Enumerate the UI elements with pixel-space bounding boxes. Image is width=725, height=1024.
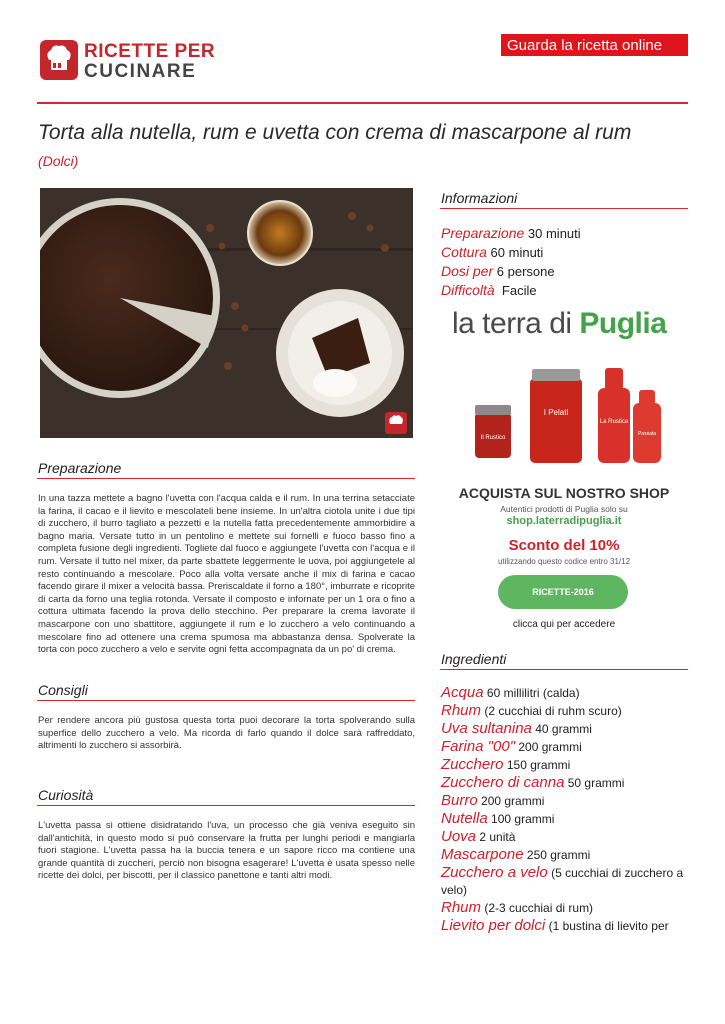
ingredient-item (441, 684, 691, 702)
ingredients-list (441, 684, 691, 935)
ad-subline: Autentici prodotti di Puglia solo su (500, 504, 628, 514)
info-prep-time: Preparazione 30 minuti (441, 225, 581, 241)
ad-shop-url[interactable]: shop.laterradipuglia.it (506, 515, 622, 527)
ingredient-quantity: 200 grammi (518, 740, 582, 754)
tips-divider (37, 700, 415, 701)
ingredient-quantity: 250 grammi (526, 848, 591, 862)
ingredient-name: Uova (441, 828, 477, 845)
ingredient-quantity: 150 grammi (506, 758, 571, 772)
ad-headline: ACQUISTA SUL NOSTRO SHOP (458, 485, 670, 501)
ad-discount-note: utilizzando questo codice entro 31/12 (497, 557, 631, 566)
ingredient-quantity: (2-3 cucchiai di rum) (484, 901, 594, 915)
ingredient-item (441, 774, 691, 792)
recipe-category: (Dolci) (38, 153, 79, 169)
preparation-heading: Preparazione (38, 460, 122, 476)
info-list (441, 225, 688, 301)
view-recipe-online-link[interactable]: Guarda la ricetta online (501, 34, 688, 56)
jar-label-3: La Rustica (599, 419, 629, 425)
ad-cta[interactable]: clicca qui per accedere (512, 619, 616, 630)
ingredient-quantity: 100 grammi (491, 812, 555, 826)
ingredient-item (441, 846, 691, 864)
logo-text-line2: CUCINARE (84, 61, 197, 82)
ingredients-heading: Ingredienti (441, 651, 507, 667)
ingredient-item (441, 864, 691, 899)
ingredient-quantity: (1 bustina di lievito per (548, 919, 669, 933)
tips-text: Per rendere ancora più gustosa questa torta puoi decorare la torta spolverando sulla superfice dello zucchero a velo. Ma ricorda di farlo quando il dolce sarà raffreddato, altrimenti lo zucchero si assorbirà. (38, 715, 415, 752)
chef-hat-icon (40, 40, 78, 80)
ingredient-item (441, 828, 691, 846)
site-logo[interactable] (40, 40, 216, 82)
info-cook-time: Cottura 60 minuti (441, 244, 544, 260)
ingredient-item (441, 792, 691, 810)
tips-heading: Consigli (38, 682, 88, 698)
ingredient-item (441, 917, 691, 935)
ingredient-quantity: (2 cucchiai di ruhm scuro) (484, 704, 622, 718)
ingredient-item (441, 899, 691, 917)
product-jars-image (470, 363, 670, 473)
info-servings: Dosi per 6 persone (441, 263, 555, 279)
jar-label-2: I Pelati (543, 408, 569, 417)
ingredient-name: Burro (441, 792, 478, 809)
preparation-divider (37, 478, 415, 479)
ad-code-button[interactable]: RICETTE-2016 (498, 575, 628, 609)
header-divider (37, 102, 688, 104)
ingredient-name: Rhum (441, 702, 482, 719)
ingredient-name: Nutella (441, 810, 488, 827)
shop-advertisement[interactable] (440, 305, 688, 635)
preparation-text: In una tazza mettete a bagno l'uvetta con l'acqua calda e il rum. In una terrina setacciate la farina, il cacao e il lievito e mescolateli bene insieme. In un'altra ciotola unite i due tipi di zucchero, il burro tagliato a pezzetti e la nutella fatta precedentemente ammorbidire a bagno maria. Versate tutto in un pentolino e mettete sui fornelli e fuoco basso fino a completa fusione degli ingredienti. Togliete dal fuoco e aggiungete l'uvetta con l'acqua e il rum. Versate il tutto nel mixer, da parte sbattete leggermente le uova, poi aggiungetele al resto continuando a mescolare. Poco alla volta versate anche il mix di farina e cacao facendo girare il mixer a velocità bassa. Preriscaldate il forno a 180°, imburrate e ricoprite di carta da forno una teglia rotonda. Versate il composto e infornate per un 1 ora o fino a cottura ultimata facendo la prova dello stecchino. Per preparare la crema lavorate il mascarpone con uno sbattitore, aggiungete il rum e lo zucchero a velo continuando a mescolare fino ad ottenere una crema spumosa ma abbastanza densa. Spolverate la torta con poco zucchero a velo e servite ogni fetta accompagnata da un po' di crema. (38, 493, 415, 656)
ingredient-name: Mascarpone (441, 846, 524, 863)
ingredient-quantity: 60 millilitri (calda) (486, 686, 580, 700)
ingredient-quantity: 2 unità (479, 830, 516, 844)
ad-discount: Sconto del 10% (508, 537, 620, 554)
info-divider (440, 208, 688, 209)
curiosities-divider (37, 805, 415, 806)
info-heading: Informazioni (441, 190, 518, 206)
ingredient-item (441, 720, 691, 738)
ingredient-item (441, 810, 691, 828)
curiosities-heading: Curiosità (38, 787, 94, 803)
ingredient-name: Uva sultanina (441, 720, 532, 737)
info-difficulty: Difficoltà Facile (441, 282, 537, 298)
logo-text-line1: RICETTE PER (84, 41, 216, 62)
ingredient-quantity: (5 cucchiai di zucchero a velo) (441, 866, 684, 897)
jar-label-1: Il Rustico (480, 435, 506, 441)
recipe-photo (40, 188, 413, 438)
ingredient-item (441, 738, 691, 756)
ingredients-divider (440, 669, 688, 670)
ingredient-name: Zucchero (441, 756, 504, 773)
ingredient-name: Acqua (441, 684, 484, 701)
ingredient-name: Farina "00" (441, 738, 516, 755)
ad-brand: la terra di Puglia (452, 307, 667, 340)
ingredient-name: Lievito per dolci (441, 917, 546, 934)
ingredient-quantity: 200 grammi (481, 794, 545, 808)
ingredient-name: Zucchero a velo (441, 864, 548, 881)
ingredient-quantity: 40 grammi (535, 722, 592, 736)
ingredient-quantity: 50 grammi (567, 776, 625, 790)
ingredient-name: Rhum (441, 899, 482, 916)
curiosities-text: L'uvetta passa si ottiene disidratando l'uva, un processo che già veniva eseguito sin dall'antichità, in questo modo si può conservare la frutta per lunghi periodi e mangiarla fuori stagione. L'uvetta passa ha la buccia tenera e un sapore ricco ma contiene una grande quantità di zuccheri, perciò non bisogna esagerare! L'uvetta è usata spesso nelle ricette dei dolci, per biscotti, per il classico panettone e tanti altri modi. (38, 820, 415, 882)
recipe-title: Torta alla nutella, rum e uvetta con crema di mascarpone al rum (38, 121, 632, 144)
ingredient-item (441, 702, 691, 720)
ingredient-item (441, 756, 691, 774)
ingredient-name: Zucchero di canna (441, 774, 565, 791)
jar-label-4: Passata (637, 431, 657, 437)
